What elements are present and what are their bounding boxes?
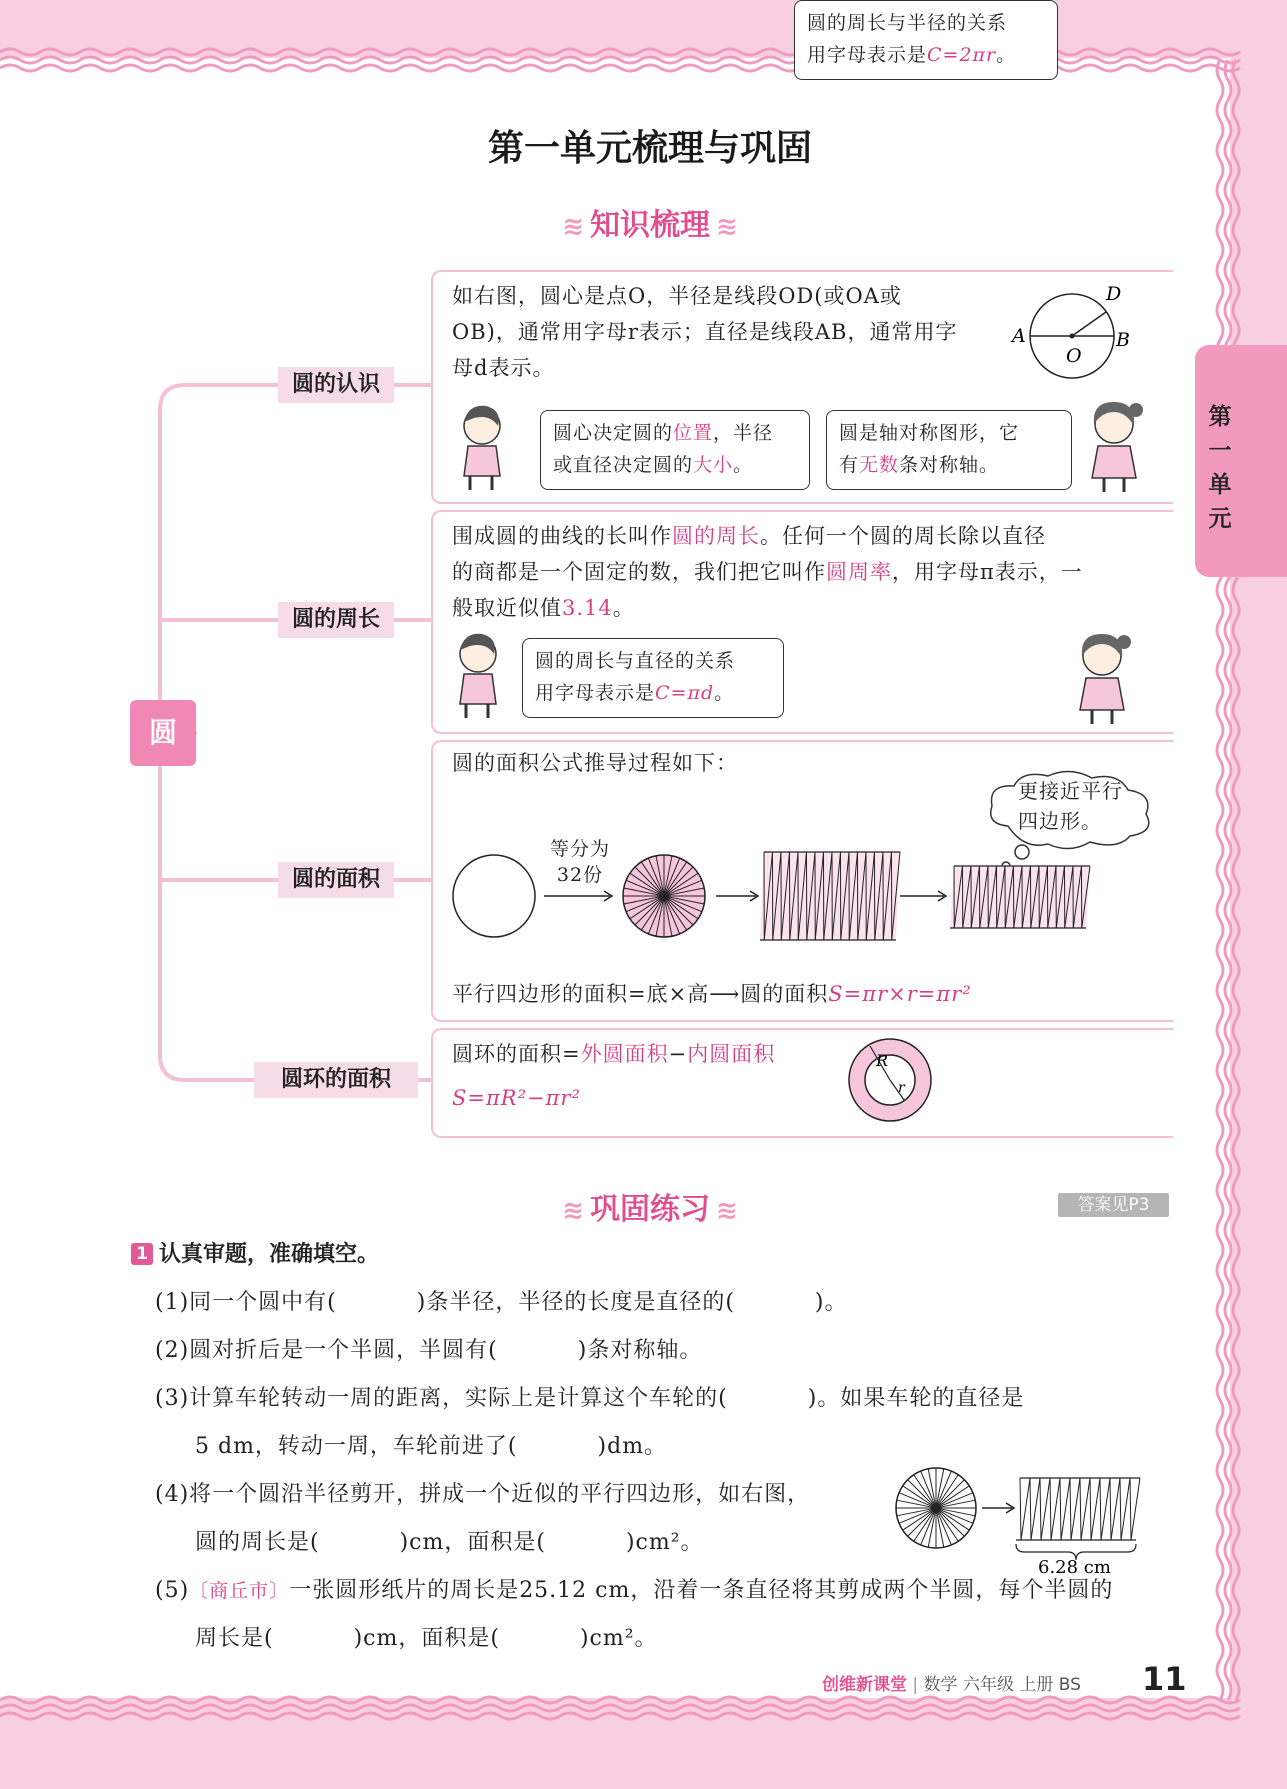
area-heading: 圆的面积公式推导过程如下：	[452, 751, 738, 775]
branch-ring-area: 圆环的面积	[254, 1062, 418, 1098]
label-o: O	[1066, 345, 1082, 367]
wave-ornament-right-2: ≋	[716, 1196, 738, 1226]
section-heading-knowledge: ≋ 知识梳理 ≋	[562, 208, 738, 243]
boy-illustration-2	[448, 628, 510, 720]
label-small-r: r	[898, 1080, 905, 1096]
ring-diagram	[846, 1036, 936, 1126]
mindmap-root: 圆	[130, 700, 196, 766]
question-1-3-cont: 5 dm，转动一周，车轮前进了( )dm。	[195, 1434, 668, 1459]
unit-side-tab-text: 第 一 单 元	[1208, 404, 1232, 532]
ring-formula: S=πR²−πr²	[452, 1086, 581, 1110]
section-heading-practice: ≋ 巩固练习 ≋	[562, 1192, 738, 1227]
label-b: B	[1116, 329, 1130, 351]
boy-illustration	[452, 400, 518, 492]
page-title: 第一单元梳理与巩固	[487, 128, 812, 169]
circle-diagram	[1008, 280, 1148, 390]
sliced-circle-small	[896, 1468, 976, 1548]
cloud-text: 更接近平行 四边形。	[1018, 779, 1123, 833]
ring-line-1: 圆环的面积=外圆面积−内圆面积	[452, 1042, 776, 1066]
bubble-circumference-radius: 圆的周长与半径的关系 用字母表示是C=2πr。	[794, 0, 1058, 80]
branch-circle-area: 圆的面积	[278, 862, 394, 898]
footer: 创维新课堂 | 数学 六年级 上册 BS	[822, 1675, 1081, 1695]
box2-line-2: 的商都是一个固定的数，我们把它叫作圆周率，用字母π表示，一	[452, 560, 1083, 584]
branch-circle-recognition: 圆的认识	[278, 367, 394, 403]
girl-illustration	[1078, 396, 1150, 494]
girl-illustration-2	[1066, 628, 1138, 724]
box2-line-1: 围成圆的曲线的长叫作圆的周长。任何一个圆的周长除以直径	[452, 524, 1046, 548]
q4-figure-label: 6.28 cm	[1038, 1557, 1111, 1574]
arrow-label: 等分为 32份	[550, 838, 611, 886]
wave-ornament-right: ≋	[716, 212, 738, 242]
sliced-circle	[623, 855, 705, 937]
label-d: D	[1106, 283, 1122, 305]
question-1-2: (2)圆对折后是一个半圆，半圆有( )条对称轴。	[155, 1338, 703, 1363]
parallelogram-shape	[1016, 1478, 1140, 1540]
rearranged-shape-2	[950, 866, 1090, 928]
bubble-axis-symmetry: 圆是轴对称图形，它 有无数条对称轴。	[826, 410, 1072, 490]
plain-circle	[453, 855, 535, 937]
question-1-1: (1)同一个圆中有( )条半径，半径的长度是直径的( )。	[155, 1290, 848, 1315]
branch-circle-circumference: 圆的周长	[278, 602, 394, 638]
bubble-circumference-diameter: 圆的周长与直径的关系 用字母表示是C=πd。	[522, 638, 784, 718]
question-1-4: (4)将一个圆沿半径剪开，拼成一个近似的平行四边形，如右图，	[155, 1482, 811, 1507]
wave-ornament-left-2: ≋	[562, 1196, 584, 1226]
question-1-5: (5)〔商丘市〕一张圆形纸片的周长是25.12 cm，沿着一条直径将其剪成两个半圆，每个半圆的	[155, 1578, 1114, 1603]
box1-line-2: OB)，通常用字母r表示；直径是线段AB，通常用字	[452, 320, 958, 344]
page-number: 11	[1142, 1660, 1187, 1698]
question-number-badge: 1	[131, 1243, 153, 1265]
question-1-3: (3)计算车轮转动一周的距离，实际上是计算这个车轮的( )。如果车轮的直径是	[155, 1386, 1025, 1411]
question-1-5-cont: 周长是( )cm，面积是( )cm²。	[195, 1626, 658, 1651]
area-formula: 平行四边形的面积=底×高⟶圆的面积S=πr×r=πr²	[452, 982, 972, 1006]
rearranged-shape-1	[760, 852, 900, 940]
box2-line-3: 般取近似值3.14。	[452, 596, 635, 620]
answer-reference-tag: 答案见P3	[1058, 1193, 1169, 1217]
wave-ornament-left: ≋	[562, 212, 584, 242]
box1-line-3: 母d表示。	[452, 356, 555, 380]
label-a: A	[1012, 325, 1026, 347]
question-heading: 1 认真审题，准确填空。	[131, 1237, 379, 1268]
question-4-diagram	[892, 1464, 1152, 1574]
bubble-circle-center-radius: 圆心决定圆的位置，半径 或直径决定圆的大小。	[540, 410, 810, 490]
label-big-r: R	[876, 1051, 889, 1070]
box1-line-1: 如右图，圆心是点O，半径是线段OD(或OA或	[452, 284, 902, 308]
question-1-4-cont: 圆的周长是( )cm，面积是( )cm²。	[195, 1530, 704, 1555]
